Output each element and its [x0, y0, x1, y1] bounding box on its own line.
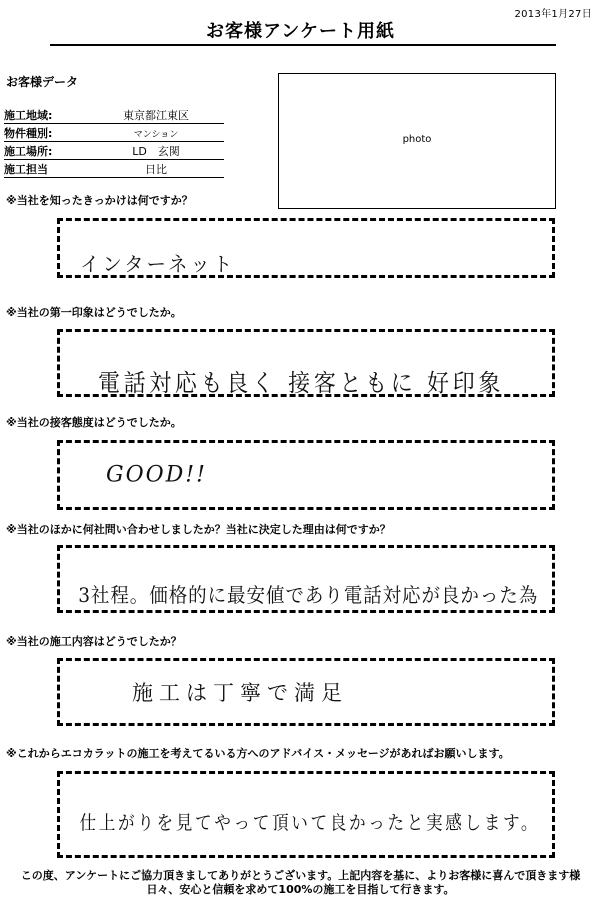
info-row-area — [4, 106, 224, 124]
info-value: 東京都江東区 — [123, 109, 189, 122]
info-value: マンション — [133, 130, 179, 140]
question-1: ※当社を知ったきっかけは何ですか？ — [6, 194, 193, 207]
handwritten-answer-6: 仕上がりを見てやって頂いて良かったと実感します。 — [79, 812, 541, 835]
handwritten-answer-3: GOOD!! — [106, 462, 207, 488]
answer-box-3 — [57, 440, 555, 510]
answer-box-6 — [57, 771, 555, 858]
handwritten-answer-1: インターネット — [80, 252, 236, 276]
info-label: 施工担当 — [4, 163, 48, 176]
question-5: ※当社の施工内容はどうでしたか？ — [6, 635, 182, 648]
handwritten-answer-5: 施工は丁寧で満足 — [132, 681, 348, 705]
photo-label: photo — [402, 134, 432, 145]
photo-placeholder — [278, 73, 556, 209]
info-label: 施工場所: — [4, 145, 53, 158]
question-3: ※当社の接客態度はどうでしたか。 — [6, 416, 182, 429]
question-2: ※当社の第一印象はどうでしたか。 — [6, 306, 182, 319]
footer-line-1: この度、アンケートにご協力頂きましてありがとうございます。上記内容を基に、よりお客様に喜んで頂きます様 — [20, 869, 581, 882]
customer-data-heading: お客様データ — [6, 75, 79, 89]
title-underline — [50, 44, 556, 46]
question-6: ※これからエコカラットの施工を考えてるいる方へのアドバイス・メッセージがあればお願いします。 — [6, 747, 510, 760]
handwritten-answer-2: 電話対応も良く 接客ともに 好印象 — [97, 369, 505, 397]
survey-date: 2013年1月27日 — [514, 9, 592, 20]
footer-line-2: 日々、安心と信頼を求めて100%の施工を目指して行きます。 — [146, 883, 455, 896]
info-value: 日比 — [145, 163, 167, 176]
answer-box-1 — [57, 218, 555, 278]
info-label: 物件種別: — [4, 127, 53, 140]
answer-box-2 — [57, 329, 555, 397]
question-4: ※当社のほかに何社問い合わせしましたか？当社に決定した理由は何ですか？ — [6, 523, 391, 536]
info-label: 施工地域: — [4, 109, 53, 122]
page-title: お客様アンケート用紙 — [206, 21, 395, 42]
answer-box-4 — [57, 545, 555, 613]
info-row-staff — [4, 160, 224, 178]
handwritten-answer-4: 3社程。価格的に最安値であり電話対応が良かった為 — [78, 583, 539, 607]
answer-box-5 — [57, 658, 555, 726]
info-value: LD 玄関 — [132, 145, 180, 158]
info-row-property-type — [4, 124, 224, 142]
info-row-location — [4, 142, 224, 160]
